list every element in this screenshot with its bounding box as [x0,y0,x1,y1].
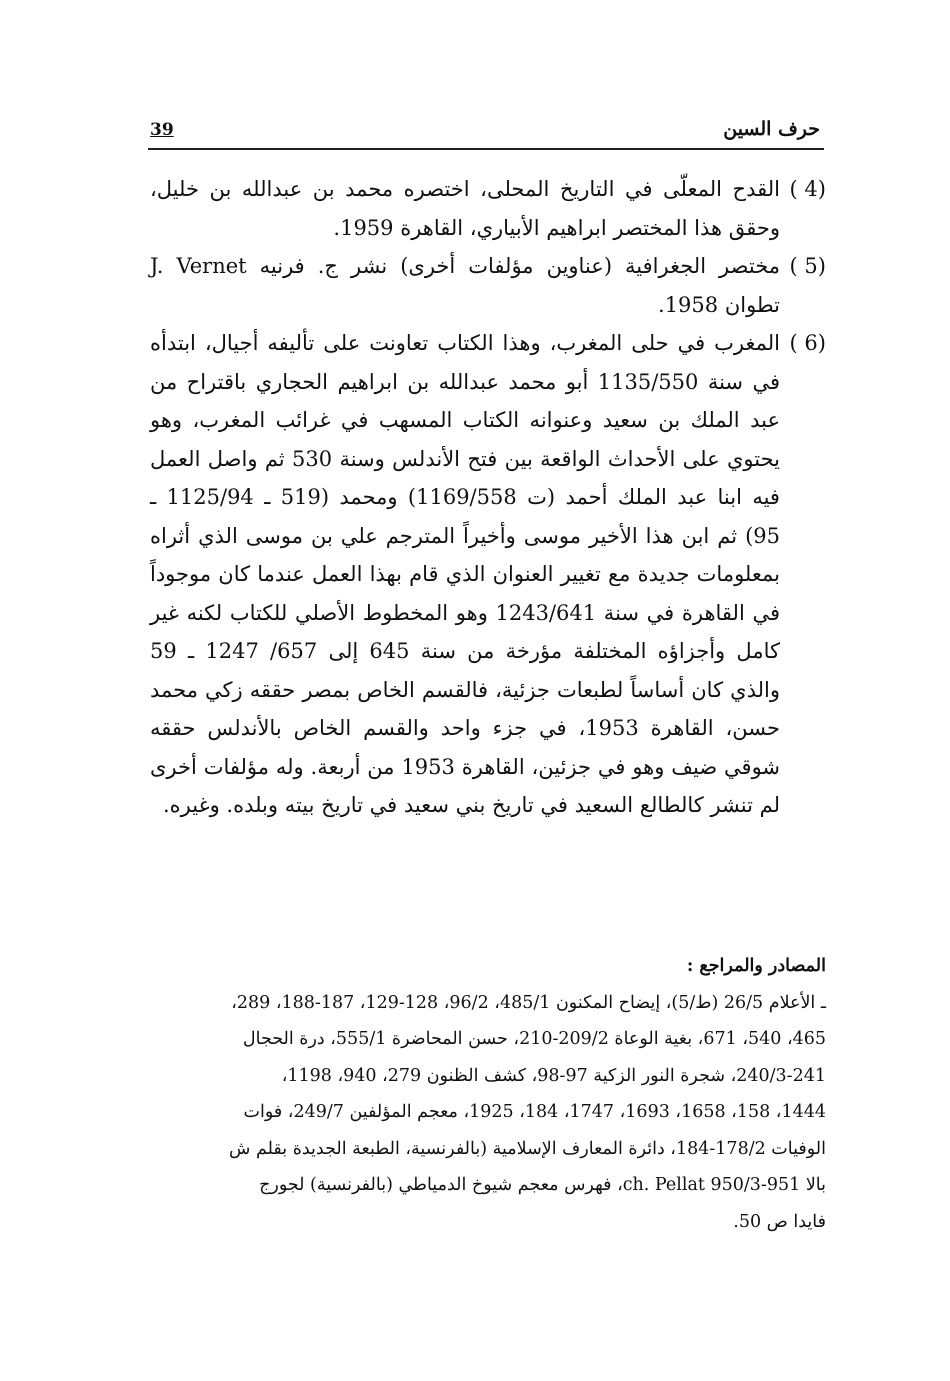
sources-line: فايدا ص 50. [733,1211,826,1232]
entry-4 [150,170,826,247]
entry-text: القدح المعلّى في التاريخ المحلى، اختصره محمد بن عبدالله بن خليل، وحقق هذا المختصر ابراهيم الأبياري، القاهرة 1959. [150,177,780,240]
sources-line: بالا ch. Pellat 950/3-951، فهرس معجم شيوخ الدمياطي (بالفرنسية) لجورج [259,1175,826,1195]
sources-heading: المصادر والمراجع : [686,956,826,976]
page-number: 39 [150,120,174,140]
page-header [148,112,824,150]
running-title: حرف السين [723,118,820,140]
entries-list [150,170,826,825]
entry-text: المغرب في حلى المغرب، وهذا الكتاب تعاونت على تأليفه أجيال، ابتدأه في سنة 1135/550 أبو محمد عبدالله بن ابراهيم الحجاري باقتراح من عبد الملك بن سعيد وعنوانه الكتاب المسهب في غرائب المغرب، وهو يحتوي على الأحداث الواقعة بين فتح الأندلس وسنة 530 ثم واصل العمل فيه ابنا عبد الملك أحمد (ت 1169/558) ومحمد (519 ـ 1125/94 ـ 95) ثم ابن هذا الأخير موسى وأخيراً المترجم علي بن موسى الذي أثراه بمعلومات جديدة مع تغيير العنوان الذي قام بهذا العمل عندما كان موجوداً في القاهرة في سنة 1243/641 وهو المخطوط الأصلي للكتاب لكنه غير كامل وأجزاؤه المختلفة مؤرخة من سنة 645 إلى 657/ 1247 ـ 59 والذي كان أساساً لطبعات جزئية، فالقسم الخاص بمصر حققه زكي محمد حسن، القاهرة 1953، في جزء واحد والقسم الخاص بالأندلس حققه شوقي ضيف وهو في جزئين، القاهرة 1953 من أربعة. وله مؤلفات أخرى لم تنشر كالطالع السعيد في تاريخ بني سعيد في تاريخ بيته وبلده. وغيره. [150,331,781,817]
entry-6 [150,324,826,825]
sources-line: 240/3-241، شجرة النور الزكية 97-98، كشف الظنون 279، 940، 1198، [281,1065,826,1086]
entry-number: (6 ) [789,331,826,355]
sources-line: الوفيات 178/2-184، دائرة المعارف الإسلامية (بالفرنسية، الطبعة الجديدة بقلم ش [229,1138,826,1159]
sources-line: 465، 540، 671، بغية الوعاة 209/2-210، حسن المحاضرة 555/1، درة الحجال [242,1029,826,1049]
sources-line: ـ الأعلام 26/5 (ط/5)، إيضاح المكنون 485/1، 96/2، 128-129، 187-188، 289، [231,992,826,1013]
entry-number: (4 ) [789,177,826,201]
sources-section [150,948,826,1240]
entry-5 [150,247,826,324]
sources-line: 1444، 158، 1658، 1693، 1747، 184، 1925، معجم المؤلفين 249/7، فوات [243,1102,826,1122]
entry-text: مختصر الجغرافية (عناوين مؤلفات أخرى) نشر ج. فرنيه J. Vernet تطوان 1958. [150,254,780,317]
entry-number: (5 ) [789,254,826,278]
